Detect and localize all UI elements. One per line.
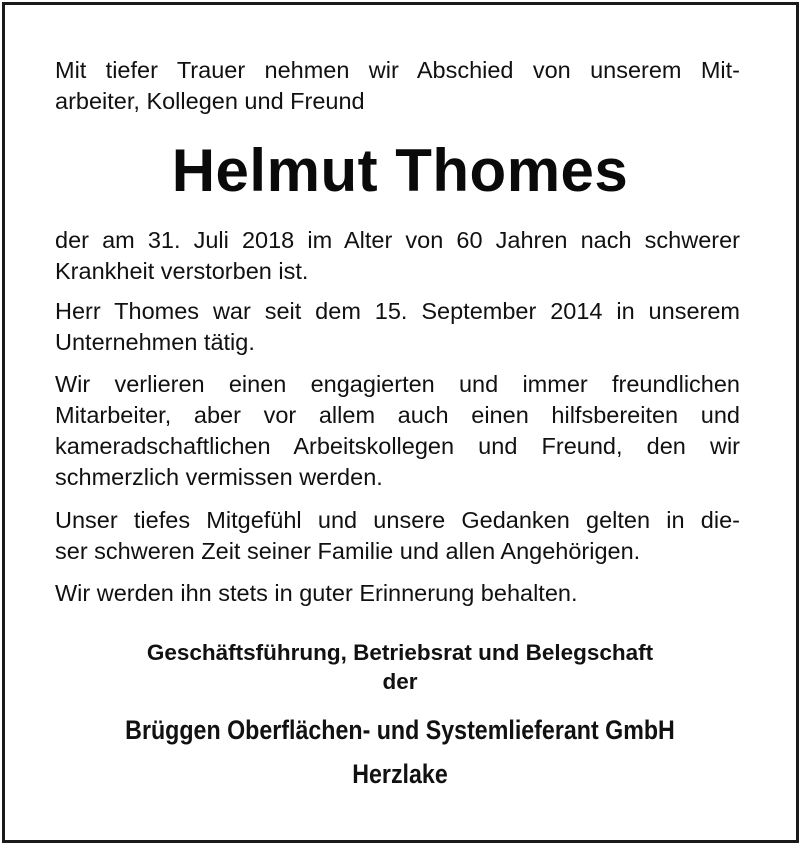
tribute-line-1: Wir verlieren einen engagierten und immer freundlichen [55, 371, 740, 397]
company-name: Brüggen Oberflächen- und Systemlieferant GmbH [125, 715, 675, 745]
tribute-line-4: schmerzlich vermissen werden. [55, 464, 383, 490]
condolence-paragraph [55, 505, 740, 567]
remembrance-paragraph [55, 578, 740, 609]
death-notice-line-2: Krankheit verstorben ist. [55, 258, 309, 284]
tribute-line-2: Mitarbeiter, aber vor allem auch einen hilfsbereiten und [55, 402, 740, 428]
employment-line-2: Unternehmen tätig. [55, 329, 255, 355]
tribute-line-3: kameradschaftlichen Arbeitskollegen und Freund, den wir [55, 433, 740, 459]
remembrance-line-1: Wir werden ihn stets in guter Erinnerung behalten. [55, 580, 578, 606]
company-city: Herzlake [352, 759, 448, 789]
condolence-line-1: Unser tiefes Mitgefühl und unsere Gedanken gelten in die- [55, 507, 740, 533]
employment-paragraph [55, 296, 740, 358]
intro-line-1: Mit tiefer Trauer nehmen wir Abschied von unserem Mit- [55, 57, 740, 83]
signature-line-1: Geschäftsführung, Betriebsrat und Belegschaft [146, 640, 654, 665]
condolence-line-2: ser schweren Zeit seiner Familie und allen Angehörigen. [55, 538, 641, 564]
intro-line-2: arbeiter, Kollegen und Freund [55, 88, 365, 114]
deceased-name: Helmut Thomes [171, 137, 629, 204]
tribute-paragraph [55, 369, 740, 493]
signature-line-2: der [382, 669, 418, 694]
death-notice-line-1: der am 31. Juli 2018 im Alter von 60 Jahren nach schwerer [55, 227, 740, 253]
death-notice-paragraph [55, 225, 740, 287]
employment-line-1: Herr Thomes war seit dem 15. September 2014 in unserem [55, 298, 740, 324]
intro-text [55, 55, 740, 117]
